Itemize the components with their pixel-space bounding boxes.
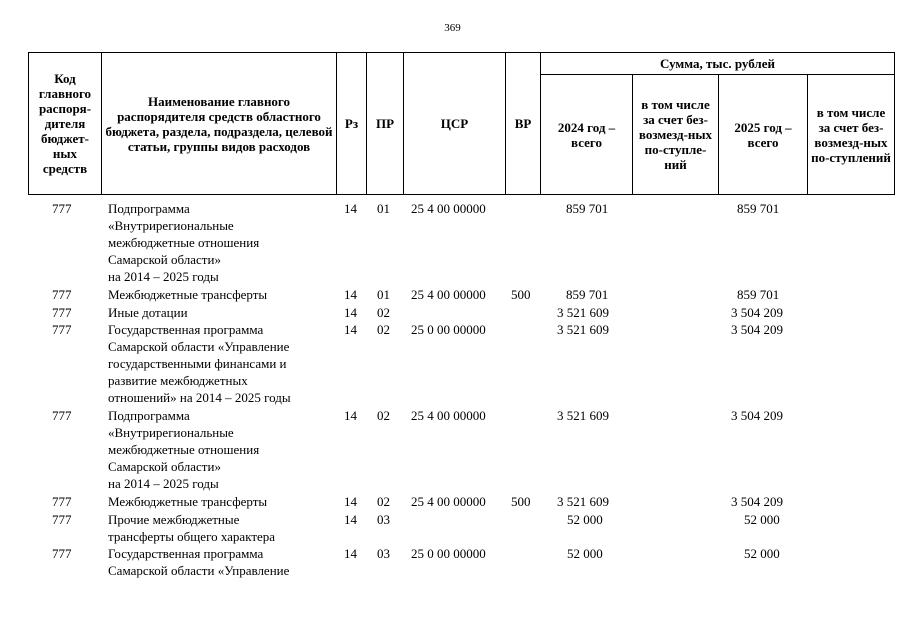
- row-name: [108, 407, 338, 492]
- row-2024: 3 521 609: [557, 494, 609, 509]
- row-name-line: Самарской области «Управление: [108, 563, 290, 578]
- row-name-line: развитие межбюджетных: [108, 373, 248, 388]
- row-csr: 25 4 00 00000: [411, 408, 486, 423]
- row-code: 777: [52, 494, 72, 509]
- row-2025: 3 504 209: [731, 322, 783, 337]
- row-pr: 02: [377, 494, 390, 509]
- row-name-line: Прочие межбюджетные: [108, 512, 240, 527]
- row-2024: 52 000: [567, 512, 603, 527]
- row-2024: 859 701: [566, 201, 609, 216]
- header-csr: ЦСР: [403, 52, 506, 195]
- header-2025-total: 2025 год – всего: [718, 74, 808, 195]
- row-pr: 01: [377, 201, 390, 216]
- row-rz: 14: [344, 322, 357, 337]
- row-rz: 14: [344, 512, 357, 527]
- row-2025: 52 000: [744, 546, 780, 561]
- row-code: 777: [52, 287, 72, 302]
- row-2025: 3 504 209: [731, 408, 783, 423]
- row-pr: 02: [377, 322, 390, 337]
- row-code: 777: [52, 305, 72, 320]
- row-name-line: на 2014 – 2025 годы: [108, 269, 219, 284]
- row-vr: 500: [511, 494, 531, 509]
- page-number: 369: [444, 22, 461, 34]
- row-name-line: межбюджетные отношения: [108, 442, 260, 457]
- row-rz: 14: [344, 494, 357, 509]
- row-csr: 25 4 00 00000: [411, 494, 486, 509]
- row-2025: 3 504 209: [731, 305, 783, 320]
- row-2024: 3 521 609: [557, 408, 609, 423]
- row-name: [108, 200, 338, 285]
- row-code: 777: [52, 408, 72, 423]
- header-2024-total: 2024 год – всего: [540, 74, 633, 195]
- row-name-line: межбюджетные отношения: [108, 235, 260, 250]
- row-name-line: Государственная программа: [108, 322, 264, 337]
- header-name: Наименование главного распорядителя средств областного бюджета, раздела, подраздела, целевой статьи, группы видов расходов: [101, 52, 337, 195]
- row-code: 777: [52, 322, 72, 337]
- row-name: [108, 321, 338, 406]
- row-code: 777: [52, 546, 72, 561]
- header-rz: Рз: [336, 52, 367, 195]
- row-name: [108, 304, 338, 321]
- row-name: [108, 511, 338, 545]
- row-csr: 25 4 00 00000: [411, 201, 486, 216]
- row-vr: 500: [511, 287, 531, 302]
- row-name-line: Самарской области»: [108, 252, 221, 267]
- row-name-line: на 2014 – 2025 годы: [108, 476, 219, 491]
- row-2024: 3 521 609: [557, 322, 609, 337]
- header-vr: ВР: [505, 52, 541, 195]
- row-2025: 3 504 209: [731, 494, 783, 509]
- header-sum-group: Сумма, тыс. рублей: [540, 52, 895, 75]
- row-name-line: Подпрограмма: [108, 408, 190, 423]
- row-2024: 3 521 609: [557, 305, 609, 320]
- row-code: 777: [52, 201, 72, 216]
- row-rz: 14: [344, 201, 357, 216]
- row-name-line: «Внутрирегиональные: [108, 425, 234, 440]
- row-name-line: Подпрограмма: [108, 201, 190, 216]
- row-rz: 14: [344, 408, 357, 423]
- row-name-line: Самарской области»: [108, 459, 221, 474]
- row-pr: 03: [377, 546, 390, 561]
- row-pr: 02: [377, 408, 390, 423]
- row-2025: 859 701: [737, 201, 780, 216]
- row-csr: 25 0 00 00000: [411, 322, 486, 337]
- row-rz: 14: [344, 287, 357, 302]
- header-pr: ПР: [366, 52, 404, 195]
- row-csr: 25 0 00 00000: [411, 546, 486, 561]
- row-csr: 25 4 00 00000: [411, 287, 486, 302]
- row-name-line: Самарской области «Управление: [108, 339, 290, 354]
- row-name: [108, 286, 338, 303]
- row-rz: 14: [344, 305, 357, 320]
- header-code: Код главного распоря-дителя бюджет-ных средств: [28, 52, 102, 195]
- row-name-line: государственными финансами и: [108, 356, 287, 371]
- header-2025-bezvozm: в том числе за счет без-возмезд-ных по-ступлений: [807, 74, 895, 195]
- row-name: [108, 493, 338, 510]
- row-2025: 52 000: [744, 512, 780, 527]
- row-2024: 859 701: [566, 287, 609, 302]
- row-name-line: Межбюджетные трансферты: [108, 287, 268, 302]
- header-2024-bezvozm: в том числе за счет без-возмезд-ных по-ступле-ний: [632, 74, 719, 195]
- row-name-line: Межбюджетные трансферты: [108, 494, 268, 509]
- row-pr: 03: [377, 512, 390, 527]
- row-2025: 859 701: [737, 287, 780, 302]
- row-name: [108, 545, 338, 579]
- row-code: 777: [52, 512, 72, 527]
- row-name-line: Государственная программа: [108, 546, 264, 561]
- row-name-line: отношений» на 2014 – 2025 годы: [108, 390, 291, 405]
- row-rz: 14: [344, 546, 357, 561]
- row-pr: 02: [377, 305, 390, 320]
- row-pr: 01: [377, 287, 390, 302]
- row-name-line: трансферты общего характера: [108, 529, 276, 544]
- row-name-line: Иные дотации: [108, 305, 188, 320]
- row-2024: 52 000: [567, 546, 603, 561]
- row-name-line: «Внутрирегиональные: [108, 218, 234, 233]
